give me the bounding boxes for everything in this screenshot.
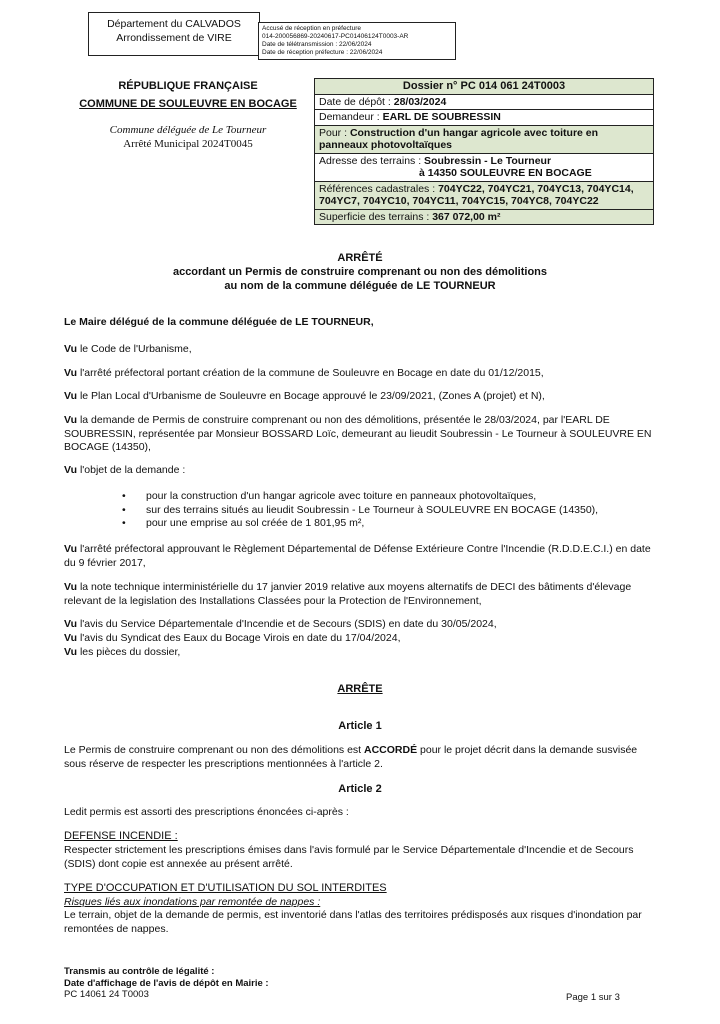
vu-text: l'arrêté préfectoral approuvant le Règlement Départemental de Défense Extérieure Contre l'Incendie (R.D.D.E.C.I.) en date du 9 février 2017, (64, 543, 651, 569)
arrondissement-line: Arrondissement de VIRE (116, 32, 232, 44)
dossier-date-label: Date de dépôt : (319, 95, 394, 108)
dossier-address-value: Soubressin - Le Tourneur (424, 154, 552, 167)
vu-label: Vu (64, 543, 78, 555)
dossier-applicant-value: EARL DE SOUBRESSIN (382, 111, 501, 123)
article-1-text-part: Le Permis de construire comprenant ou non des démolitions est (64, 744, 364, 756)
vu-text: le Plan Local d'Urbanisme de Souleuvre en Bocage approuvé le 23/09/2021, (Zones A (projet) et N), (77, 390, 545, 402)
footer-legality: Transmis au contrôle de légalité : (64, 966, 215, 977)
department-line: Département du CALVADOS (107, 18, 241, 30)
mayor-text: Le Maire délégué de la commune déléguée de LE TOURNEUR, (64, 316, 374, 328)
dossier-address-city: à 14350 SOULEUVRE EN BOCAGE (419, 167, 592, 179)
vu-item (64, 390, 654, 404)
vu-label: Vu (64, 414, 78, 426)
dossier-area-row (315, 209, 653, 225)
vu-item (64, 367, 654, 381)
vu-text: l'arrêté préfectoral portant création de la commune de Souleuvre en Bocage en date du 01/12/2015, (77, 367, 544, 379)
commune-heading: COMMUNE DE SOULEUVRE EN BOCAGE (79, 98, 297, 110)
article-1-decision: ACCORDÉ (364, 744, 418, 756)
dossier-date-value: 28/03/2024 (393, 95, 447, 108)
vu-label: Vu (64, 632, 78, 644)
vu-item (64, 343, 654, 357)
dossier-applicant-row (315, 109, 653, 125)
vu-item (64, 632, 654, 646)
vu-text: l'objet de la demande : (77, 464, 186, 476)
vu-label: Vu (64, 618, 78, 630)
delegated-commune: Commune déléguée de Le Tourneur (109, 124, 267, 136)
republic-heading: RÉPUBLIQUE FRANÇAISE (118, 80, 258, 92)
vu-text: la demande de Permis de construire comprenant ou non des démolitions, présentée le 28/03/2024, par l'EARL DE SOUBRESSIN, représentée par Monsieur BOSSARD Loïc, demeurant au lieudit Soubressin - Le Tourneur à SOULEUVRE EN BOCAGE (14350), (64, 414, 652, 453)
vu-item (64, 414, 654, 455)
bullet-item: • pour une emprise au sol créée de 1 801,95 m², (122, 517, 662, 531)
article-2-intro: Ledit permis est assorti des prescriptions énoncées ci-après : (64, 806, 349, 818)
article-1-text-part: pour le projet décrit dans la demande susvisée sous réserve de respecter les prescriptions mentionnées à l'article 2. (64, 744, 638, 770)
vu-label: Vu (64, 581, 78, 593)
vu-text: le Code de l'Urbanisme, (77, 343, 192, 355)
vu-text: la note technique interministérielle du 17 janvier 2019 relative aux moyens alternatifs de DECI des bâtiments d'élevage relevant de la legislation des Installations Classées pour la Protection de l'Environnement, (64, 581, 632, 607)
vu-item (64, 618, 654, 632)
vu-item (64, 581, 654, 608)
land-use-heading (64, 882, 654, 896)
dossier-purpose-label: Pour : (319, 126, 350, 139)
bullet-item: • pour la construction d'un hangar agricole avec toiture en panneaux photovoltaïques, (122, 490, 662, 504)
fire-defense-heading (64, 830, 654, 844)
footer (64, 966, 269, 1001)
dossier-applicant-label: Demandeur : (319, 111, 383, 123)
article-2-heading: Article 2 (338, 783, 382, 795)
vu-item (64, 464, 654, 478)
request-bullets (122, 490, 662, 531)
order-title: ARRÊTÉ (337, 252, 383, 264)
order-subtitle-commune: au nom de la commune déléguée de LE TOURNEUR (224, 280, 496, 292)
dossier-box (314, 78, 654, 225)
stamp-line: Accusé de réception en préfecture (262, 25, 362, 32)
stamp-line: Date de télétransmission : 22/06/2024 (262, 41, 372, 48)
flood-risk-title: Risques liés aux inondations par remontée de nappes : (64, 896, 321, 908)
dossier-cadastral-value: 704YC22, 704YC21, 704YC13, 704YC14, 704YC7, 704YC10, 704YC11, 704YC15, 704YC8, 704YC22 (319, 182, 634, 207)
flood-risk-heading (64, 896, 654, 910)
fire-defense-title: DEFENSE INCENDIE : (64, 830, 178, 842)
dossier-area-label: Superficie des terrains : (319, 210, 433, 223)
vu-item (64, 543, 654, 570)
stamp-line: 014-200056869-20240617-PC01406124T0003-AR (262, 33, 409, 40)
vu-label: Vu (64, 343, 78, 355)
vu-item (64, 646, 654, 660)
dossier-address-label: Adresse des terrains : (319, 154, 425, 167)
page-number: Page 1 sur 3 (566, 992, 620, 1003)
vu-text: les pièces du dossier, (77, 646, 181, 658)
footer-posting-date: Date d'affichage de l'avis de dépôt en Mairie : (64, 977, 269, 989)
article-1-text (64, 744, 654, 771)
dossier-area-value: 367 072,00 m² (432, 210, 501, 223)
department-box (88, 12, 260, 56)
municipal-order-number: Arrêté Municipal 2024T0045 (123, 138, 253, 150)
vu-label: Vu (64, 464, 78, 476)
vu-label: Vu (64, 390, 78, 402)
dossier-purpose-value: Construction d'un hangar agricole avec toiture en panneaux photovoltaïques (319, 126, 599, 151)
dossier-address-row (315, 153, 653, 181)
vu-text: l'avis du Service Départementale d'Incendie et de Secours (SDIS) en date du 30/05/2024, (77, 618, 497, 630)
fire-defense-text: Respecter strictement les prescriptions émises dans l'avis formulé par le Service Départementale d'Incendie et de Secours (SDIS) dont copie est annexée au présent arrêté. (64, 844, 634, 870)
stamp-line: Date de réception préfecture : 22/06/2024 (262, 49, 383, 56)
dossier-title: Dossier n° PC 014 061 24T0003 (315, 79, 653, 94)
footer-reference: PC 14061 24 T0003 (64, 989, 149, 1000)
dossier-purpose-row (315, 125, 653, 153)
flood-risk-text: Le terrain, objet de la demande de permis, est inventorié dans l'atlas des territoires prédisposés aux risques d'inondation par remontées de nappes. (64, 909, 642, 935)
arrete-heading: ARRÊTE (337, 683, 383, 695)
order-subtitle: accordant un Permis de construire comprenant ou non des démolitions (172, 266, 548, 278)
dossier-date-row (315, 94, 653, 110)
dossier-cadastral-label: Références cadastrales : (319, 182, 439, 195)
dossier-cadastral-row (315, 181, 653, 209)
land-use-title: TYPE D'OCCUPATION ET D'UTILISATION DU SOL INTERDITES (64, 882, 387, 894)
mayor-line (64, 316, 654, 330)
vu-label: Vu (64, 646, 78, 658)
bullet-item: • sur des terrains situés au lieudit Soubressin - Le Tourneur à SOULEUVRE EN BOCAGE (14350), (122, 504, 662, 518)
reception-stamp (258, 22, 456, 60)
vu-text: l'avis du Syndicat des Eaux du Bocage Virois en date du 17/04/2024, (77, 632, 401, 644)
vu-label: Vu (64, 367, 78, 379)
article-1-heading: Article 1 (338, 720, 382, 732)
